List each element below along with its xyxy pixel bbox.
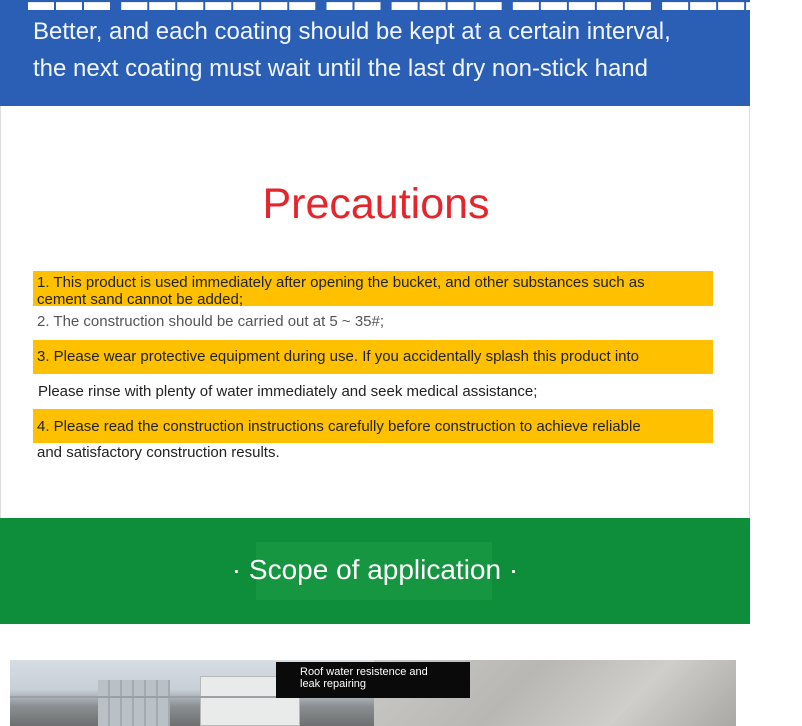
banner-text-line-1: Better, and each coating should be kept at a certain interval, [33,18,671,45]
precaution-item-2: 2. The construction should be carried out at 5 ~ 35#; [37,313,385,330]
scope-title: · Scope of application · [231,554,519,585]
photo-caption-line-1: Roof water resistence and [300,666,428,678]
cropped-heading-text: ▬▬▬ ▬▬▬▬▬▬▬ ▬▬ ▬▬▬▬ ▬▬▬▬▬ ▬▬▬▬▬ [28,0,802,16]
precaution-item-4-line-2: and satisfactory construction results. [37,444,280,461]
precautions-section [0,106,750,518]
photo-caption-line-2: leak repairing [300,678,367,690]
precaution-item-3-line-1: 3. Please wear protective equipment during use. If you accidentally splash this product into [37,348,640,365]
banner-text-line-2: the next coating must wait until the last dry non-stick hand [33,55,648,82]
water-tank [98,680,170,726]
precaution-item-1-line-1: 1. This product is used immediately after opening the bucket, and other substances such as [37,274,645,291]
precautions-title: Precautions [262,180,490,228]
top-banner [0,0,802,106]
photo-caption [276,662,470,698]
precaution-item-1-line-2: cement sand cannot be added; [37,291,243,308]
precaution-item-4-line-1: 4. Please read the construction instructions carefully before construction to achieve reliable [37,418,641,435]
application-photos [0,624,750,726]
precaution-item-3-line-2: Please rinse with plenty of water immediately and seek medical assistance; [38,383,538,400]
scope-band [0,518,750,624]
